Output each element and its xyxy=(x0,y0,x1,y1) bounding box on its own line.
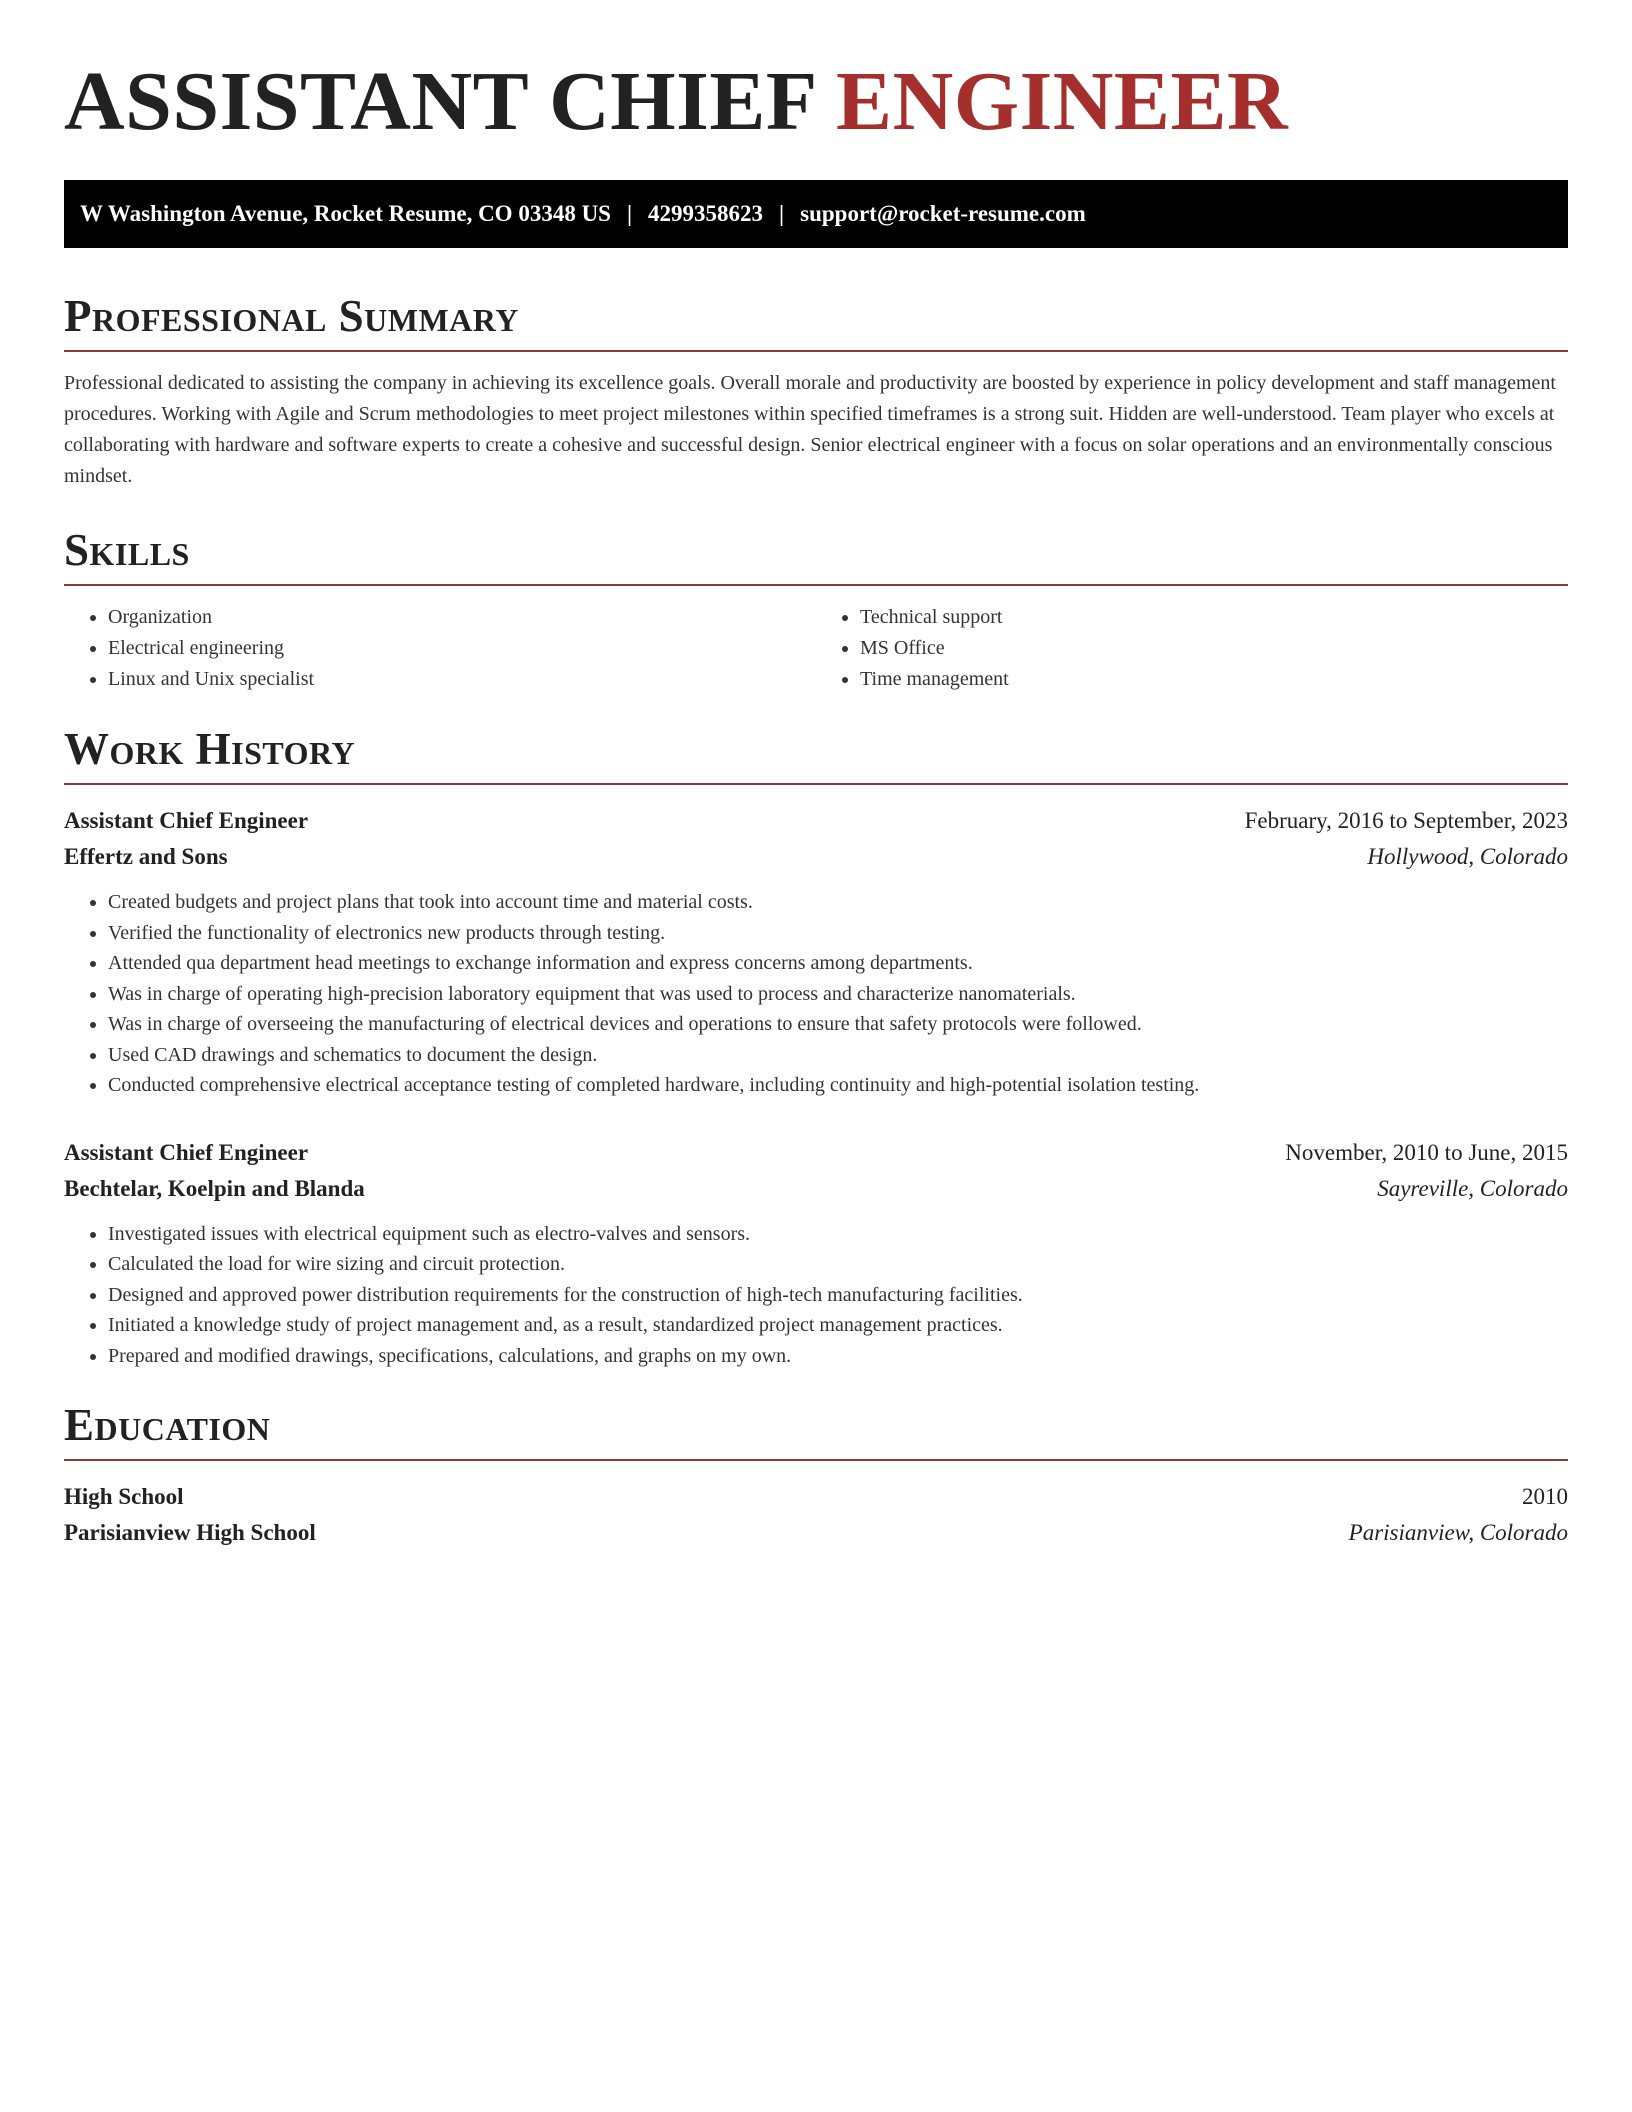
section-divider xyxy=(64,350,1568,352)
education-degree: High School xyxy=(64,1484,184,1509)
section-divider xyxy=(64,783,1568,785)
job-title: Assistant Chief Engineer xyxy=(64,1139,309,1165)
job-company-row xyxy=(64,1171,1568,1207)
job-dates: February, 2016 to September, 2023 xyxy=(1244,808,1568,833)
section-divider xyxy=(64,1459,1568,1461)
job-entry xyxy=(64,1135,1568,1372)
job-title-row xyxy=(64,803,1568,839)
education-location: Parisianview, Colorado xyxy=(1348,1520,1568,1545)
job-bullet: • Was in charge of operating high-precision laboratory equipment that was used to process and characterize nanomaterials. xyxy=(108,979,1568,1010)
education-degree-row xyxy=(64,1479,1568,1515)
title-first: ASSISTANT CHIEF xyxy=(64,55,815,148)
section-heading: Work History xyxy=(64,724,356,774)
skill-item: • Time management xyxy=(860,664,1568,695)
job-bullet: • Created budgets and project plans that took into account time and material costs. xyxy=(108,887,1568,918)
job-bullets xyxy=(64,887,1568,1101)
skill-item: • Organization xyxy=(108,602,816,633)
job-bullet: • Prepared and modified drawings, specifications, calculations, and graphs on my own. xyxy=(108,1341,1568,1372)
section-heading: Professional Summary xyxy=(64,291,519,341)
section-heading: Skills xyxy=(64,525,190,575)
skills-grid xyxy=(64,602,1568,695)
job-bullet: • Initiated a knowledge study of project management and, as a result, standardized project management practices. xyxy=(108,1310,1568,1341)
job-bullet: • Conducted comprehensive electrical acceptance testing of completed hardware, including continuity and high-potential isolation testing. xyxy=(108,1070,1568,1101)
job-company: Bechtelar, Koelpin and Blanda xyxy=(64,1175,365,1201)
skills-column-right xyxy=(816,602,1568,695)
job-company-row xyxy=(64,839,1568,875)
job-entry xyxy=(64,803,1568,1101)
education-school-row xyxy=(64,1515,1568,1551)
education-entry xyxy=(64,1479,1568,1551)
resume-title xyxy=(64,54,1568,150)
title-accent: ENGINEER xyxy=(836,55,1289,148)
skill-item: • Technical support xyxy=(860,602,1568,633)
contact-separator: | xyxy=(779,201,785,226)
job-bullet: • Investigated issues with electrical equipment such as electro-valves and sensors. xyxy=(108,1219,1568,1250)
section-heading: Education xyxy=(64,1400,271,1450)
contact-bar xyxy=(64,180,1568,248)
skill-item: • MS Office xyxy=(860,633,1568,664)
summary-text: Professional dedicated to assisting the company in achieving its excellence goals. Overall morale and productivity are boosted by experience in policy development and staff management procedures. Working with Agile and Scrum methodologies to meet project milestones within specified timeframes is a strong suit. Hidden are well-understood. Team player who excels at collaborating with hardware and software experts to create a cohesive and successful design. Senior electrical engineer with a focus on solar operations and an environmentally conscious mindset. xyxy=(64,372,1556,487)
job-title-row xyxy=(64,1135,1568,1171)
job-bullet: • Designed and approved power distribution requirements for the construction of high-tech manufacturing facilities. xyxy=(108,1280,1568,1311)
skill-item: • Electrical engineering xyxy=(108,633,816,664)
contact-separator: | xyxy=(626,201,633,226)
section-divider xyxy=(64,584,1568,586)
job-location: Hollywood, Colorado xyxy=(1367,844,1568,869)
job-bullet: • Was in charge of overseeing the manufacturing of electrical devices and operations to ensure that safety protocols were followed. xyxy=(108,1009,1568,1040)
work-history-section xyxy=(64,723,1568,1371)
job-bullets xyxy=(64,1219,1568,1372)
education-section xyxy=(64,1399,1568,1551)
skills-column-left xyxy=(64,602,816,695)
education-year: 2010 xyxy=(1522,1484,1568,1509)
contact-address: W Washington Avenue, Rocket Resume, CO 03348 US xyxy=(80,201,611,226)
job-bullet: • Calculated the load for wire sizing and circuit protection. xyxy=(108,1249,1568,1280)
contact-email: support@rocket-resume.com xyxy=(800,201,1086,226)
professional-summary-section xyxy=(64,290,1568,492)
job-company: Effertz and Sons xyxy=(64,844,228,869)
job-bullet: • Used CAD drawings and schematics to document the design. xyxy=(108,1040,1568,1071)
job-location: Sayreville, Colorado xyxy=(1377,1175,1568,1201)
skills-section xyxy=(64,524,1568,695)
contact-phone: 4299358623 xyxy=(648,201,764,226)
job-dates: November, 2010 to June, 2015 xyxy=(1285,1139,1568,1165)
skill-item: • Linux and Unix specialist xyxy=(108,664,816,695)
job-title: Assistant Chief Engineer xyxy=(64,808,309,833)
education-school: Parisianview High School xyxy=(64,1520,316,1545)
job-bullet: • Attended qua department head meetings to exchange information and express concerns among departments. xyxy=(108,948,1568,979)
job-bullet: • Verified the functionality of electronics new products through testing. xyxy=(108,918,1568,949)
